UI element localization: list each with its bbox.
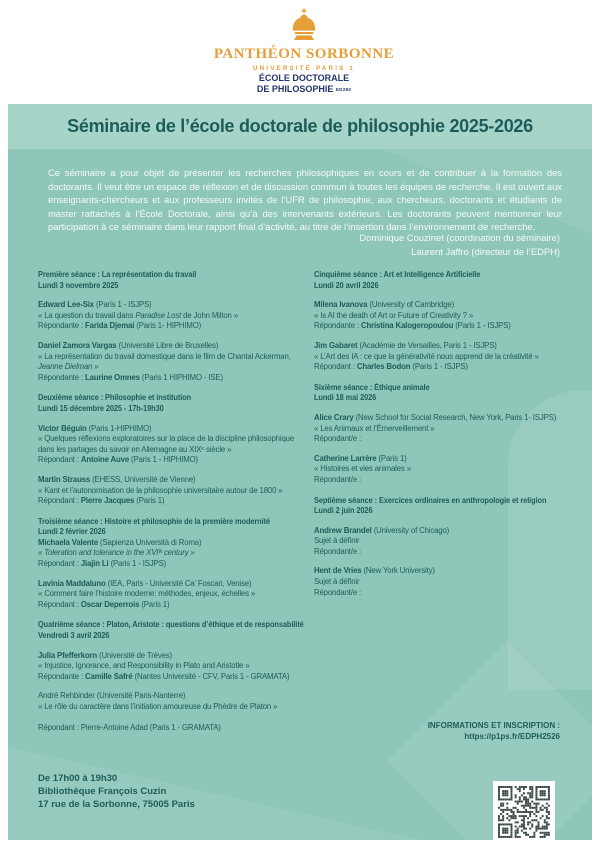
text-segment: Milena Ivanova: [314, 300, 370, 310]
session-block: [314, 270, 586, 373]
text-segment: Edward Lee-Six: [38, 300, 96, 310]
text-segment: « Le rôle du caractère dans l’initiation amoureuse du Phèdre de Platon »: [38, 702, 278, 711]
text-segment: « L’Art des IA : ce que la générativité nous apprend de la créativité »: [314, 351, 539, 361]
session-block: [38, 517, 310, 611]
talk-line: [38, 455, 310, 466]
talk-line: [314, 413, 586, 424]
session-title: Cinquième séance : Art et Intelligence Artificielle: [314, 270, 481, 279]
text-segment: (Paris 1 - HIPHIMO): [131, 455, 198, 465]
talk-entry: [38, 538, 310, 570]
column-left: [38, 270, 310, 734]
column-right: [314, 270, 586, 598]
talk-line: [38, 579, 310, 590]
school-name-text: DE PHILOSOPHIE: [256, 84, 334, 94]
venue-address: 17 rue de la Sorbonne, 75005 Paris: [38, 799, 195, 810]
registration-heading: INFORMATIONS ET INSCRIPTION :: [427, 721, 560, 730]
text-segment: « Histoires et vies animales »: [314, 464, 411, 474]
school-name-line2: [0, 84, 608, 95]
poster-body: [8, 104, 592, 840]
talk-line: [314, 362, 586, 373]
talk-line: [38, 589, 310, 600]
text-segment: (Paris 1- HIPHIMO): [136, 321, 202, 331]
text-segment: Victor Béguin: [38, 423, 89, 433]
talk-line: [314, 536, 586, 547]
text-segment: (Paris 1): [141, 599, 170, 609]
talk-line: [314, 547, 586, 558]
registration-url: https://p1ps.fr/EDPH2526: [464, 732, 560, 741]
talk-line: [38, 321, 310, 332]
text-segment: « La question du travail dans: [38, 310, 136, 320]
text-segment: (Paris 1): [378, 453, 407, 463]
text-segment: Camille Safré: [85, 671, 135, 681]
talk-entry: [38, 475, 310, 507]
talk-entry: [314, 566, 586, 598]
text-segment: « Injustice, Ignorance, and Responsibility in Plato and Aristotle »: [38, 661, 250, 671]
talk-line: [38, 672, 310, 683]
brand-subtitle: UNIVERSITÉ PARIS 1: [252, 65, 356, 72]
text-segment: Sujet à définir: [314, 536, 360, 546]
talk-entry: [38, 300, 310, 332]
text-segment: Daniel Zamora Vargas: [38, 340, 119, 350]
talk-entry: [314, 341, 586, 373]
talk-line: [38, 300, 310, 311]
text-segment: »: [92, 362, 99, 372]
talk-line: [38, 723, 310, 734]
organizers: [359, 231, 560, 258]
text-segment: de John Milton »: [181, 310, 238, 320]
talk-line: [38, 475, 310, 486]
talk-line: [314, 311, 586, 322]
text-segment: Michaela Valente: [38, 537, 101, 547]
session-date: Lundi 3 novembre 2025: [38, 280, 119, 290]
text-segment: « La représentation du travail domestique dans le film de Chantal Ackerman,: [38, 351, 291, 361]
talk-line: [38, 600, 310, 611]
title-band: [8, 104, 592, 149]
talk-line: [38, 702, 310, 713]
text-segment: « Kant et l’autonomisation de la philosophie universitaire autour de 1800 »: [38, 485, 283, 495]
page-title: Séminaire de l’école doctorale de philosophie 2025-2026: [67, 116, 533, 136]
text-segment: Lavinia Maddaluno: [38, 578, 108, 588]
session-date: Lundi 2 juin 2026: [314, 506, 373, 516]
text-segment: Catherine Larrère: [314, 453, 379, 463]
talk-line: [314, 424, 586, 435]
text-segment: (University of Cambridge): [369, 300, 455, 310]
text-segment: (Université Libre de Bruxelles): [118, 340, 219, 350]
organizer-line: Laurent Jaffro (directeur de l’EDPH): [411, 245, 560, 257]
text-segment: (New York University): [363, 566, 435, 576]
session-title: Quatrième séance : Platon, Aristote : questions d’éthique et de responsabilité: [38, 620, 304, 630]
text-segment: Répondant :: [38, 455, 81, 465]
text-segment: Laurine Omnes: [85, 372, 142, 382]
university-header: [0, 8, 608, 95]
text-segment: (EHESS, Université de Vienne): [92, 474, 196, 484]
talk-line: [314, 588, 586, 599]
talk-entry: [314, 300, 586, 332]
talk-line: [38, 651, 310, 662]
talk-entry: [38, 651, 310, 683]
text-segment: « Toleration and tolerance in the XVIᵗʰ century »: [38, 548, 195, 558]
talk-entry: [314, 526, 586, 558]
talk-line: [314, 464, 586, 475]
intro-paragraph: Ce séminaire a pour objet de présenter les recherches philosophiques en cours et de contribuer à la formation des doctorants. Il veut être un espace de réflexion et de discussion commun à toutes les équipes de recherche. Il est ouvert aux enseignants-chercheurs et aux professeurs invités de l’UFR de philosophie, aux chercheurs, doctorants et étudiants de master rattachés à l’École Doctorale, ainsi qu’à des intervenants extérieurs. Les doctorants peuvent mentionner leur participation à ce séminaire dans leur rapport final d’activité, au titre de l’insertion dans l’environnement de recherche.: [48, 167, 562, 233]
talk-line: [38, 496, 310, 507]
talk-line: [314, 454, 586, 465]
text-segment: Jeanne Dielman: [38, 362, 93, 372]
text-segment: (Paris 1): [136, 496, 165, 506]
talk-line: [38, 373, 310, 384]
text-segment: Julia Pfefferkorn: [38, 650, 99, 660]
text-segment: Répondant/e :: [314, 434, 362, 444]
text-segment: Répondant :: [314, 362, 357, 372]
school-name-line1: ÉCOLE DOCTORALE: [258, 73, 350, 83]
text-segment: (University of Chicago): [373, 525, 450, 535]
talk-line: [38, 341, 310, 352]
session-title: Deuxième séance : Philosophie et institution: [38, 393, 192, 403]
talk-line: [314, 475, 586, 486]
talk-line: [38, 713, 310, 724]
text-segment: Andrew Brandel: [314, 525, 374, 535]
text-segment: « Quelques réflexions exploratoires sur la place de la discipline philosophique dans les partages du savoir en Allemagne au XIXᵉ siècle »: [38, 434, 295, 454]
talk-line: [314, 300, 586, 311]
text-segment: Pierre Jacques: [80, 496, 137, 506]
talk-line: [38, 434, 310, 455]
text-segment: Répondante :: [38, 321, 86, 331]
text-segment: Farida Djemai: [85, 321, 137, 331]
text-segment: Répondant :: [38, 496, 81, 506]
session-date: Lundi 20 avril 2026: [314, 280, 379, 290]
talk-line: [38, 691, 310, 702]
talk-line: [38, 559, 310, 570]
talk-line: [38, 352, 310, 373]
qr-code: [493, 781, 555, 843]
text-segment: (New School for Social Research, New York, Paris 1- ISJPS): [355, 412, 557, 422]
session-block: [38, 620, 310, 733]
session-title: Sixième séance : Éthique animale: [314, 382, 430, 392]
text-segment: (Paris 1 - ISJPS): [110, 559, 167, 569]
text-segment: (Sapienza Università di Roma): [100, 537, 202, 547]
text-segment: Répondant :: [38, 559, 81, 569]
pantheon-dome-icon: [284, 8, 324, 44]
talk-line: [314, 566, 586, 577]
talk-entry: [38, 341, 310, 383]
talk-entry: [38, 424, 310, 466]
talk-line: [314, 321, 586, 332]
text-segment: Oscar Deperrois: [80, 599, 142, 609]
text-segment: (Paris 1 - ISJPS): [95, 300, 152, 310]
session-date: Lundi 15 décembre 2025 - 17h-19h30: [38, 403, 164, 413]
session-date: Lundi 2 février 2026: [38, 527, 106, 537]
session-block: [38, 393, 310, 506]
text-segment: Répondant : Pierre-Antoine Adad (Paris 1 - GRAMATA): [38, 723, 221, 733]
text-segment: Répondant :: [38, 599, 81, 609]
talk-line: [38, 538, 310, 549]
talk-entry: [38, 579, 310, 611]
text-segment: Christina Kalogeropoulou: [361, 321, 456, 331]
text-segment: André Rehbinder (Université Paris-Nanterre): [38, 691, 186, 701]
talk-line: [38, 486, 310, 497]
session-block: [314, 383, 586, 486]
session-title: Troisième séance : Histoire et philosophie de la première modernité: [38, 516, 270, 526]
talk-line: [38, 424, 310, 435]
text-segment: Répondante :: [314, 321, 362, 331]
text-segment: Jim Gabaret: [314, 340, 360, 350]
talk-entry: [314, 454, 586, 486]
text-segment: « Les Animaux et l’Émerveillement »: [314, 423, 435, 433]
text-segment: (Académie de Versailles, Paris 1 - ISJPS): [359, 340, 497, 350]
venue-time: De 17h00 à 19h30: [38, 773, 118, 784]
text-segment: Répondant/e :: [314, 587, 362, 597]
text-segment: Antoine Auve: [80, 455, 132, 465]
text-segment: Alice Crary: [314, 412, 356, 422]
text-segment: (Paris 1 - ISJPS): [455, 321, 511, 331]
talk-entry: [38, 691, 310, 733]
registration-info: [428, 720, 560, 742]
session-title: Septième séance : Exercices ordinaires en anthropologie et religion: [314, 495, 547, 505]
school-code: ED280: [335, 87, 352, 92]
text-segment: (Nantes Université - CFV, Paris 1 - GRAMATA): [134, 671, 290, 681]
text-segment: Répondante :: [38, 671, 86, 681]
text-segment: « Comment faire l’histoire moderne: méthodes, enjeux, échelles »: [38, 589, 256, 599]
text-segment: Martin Strauss: [38, 474, 93, 484]
text-segment: Répondant/e :: [314, 474, 362, 484]
text-segment: (Paris 1 HIPHIMO - ISE): [141, 372, 223, 382]
talk-line: [314, 526, 586, 537]
text-segment: Paradise Lost: [135, 310, 182, 320]
text-segment: Répondante :: [38, 372, 86, 382]
text-segment: Hent de Vries: [314, 566, 364, 576]
talk-line: [314, 434, 586, 445]
talk-line: [38, 548, 310, 559]
text-segment: (Paris 1 - ISJPS): [412, 362, 468, 372]
text-segment: (Université de Trèves): [99, 650, 172, 660]
text-segment: « Is AI the death of Art or Future of Creativity ? »: [314, 310, 474, 320]
session-date: Vendredi 3 avril 2026: [38, 631, 110, 641]
session-block: [314, 496, 586, 599]
talk-line: [314, 341, 586, 352]
text-segment: (Paris 1-HIPHIMO): [88, 423, 152, 433]
brand-title: PANTHÉON SORBONNE: [213, 46, 395, 62]
talk-line: [314, 352, 586, 363]
session-date: Lundi 18 mai 2026: [314, 393, 377, 403]
session-title: Première séance : La représentation du travail: [38, 270, 197, 279]
talk-entry: [314, 413, 586, 445]
text-segment: Répondant/e :: [314, 546, 362, 556]
talk-line: [38, 311, 310, 322]
text-segment: Sujet à définir: [314, 577, 360, 587]
text-segment: Jiajin Li: [80, 559, 111, 569]
talk-line: [38, 661, 310, 672]
talk-line: [314, 577, 586, 588]
session-block: [38, 270, 310, 383]
organizer-line: Dominique Couzinet (coordination du séminaire): [359, 232, 560, 243]
venue-info: [38, 772, 195, 811]
text-segment: (IEA, Paris - Université Ca’ Foscari, Venise): [107, 578, 252, 588]
text-segment: Charles Bodon: [356, 362, 413, 372]
venue-name: Bibliothèque François Cuzin: [38, 786, 167, 797]
